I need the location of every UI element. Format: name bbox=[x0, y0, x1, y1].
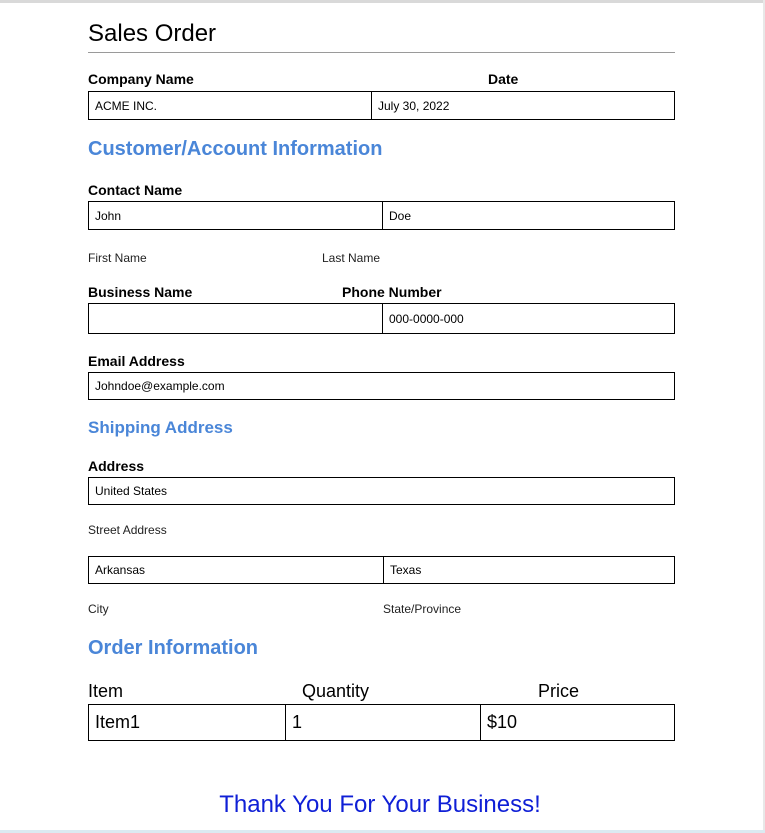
street-address-field[interactable]: United States bbox=[95, 484, 168, 498]
business-phone-row bbox=[88, 303, 675, 334]
item-column-header: Item bbox=[88, 681, 124, 701]
date-label: Date bbox=[488, 71, 519, 87]
order-row bbox=[88, 704, 675, 741]
order-quantity-cell[interactable]: 1 bbox=[285, 705, 480, 740]
last-name-field[interactable]: Doe bbox=[382, 202, 674, 229]
email-address-label: Email Address bbox=[88, 353, 185, 369]
first-name-field[interactable]: John bbox=[95, 208, 122, 223]
company-date-row bbox=[88, 91, 675, 120]
contact-name-row bbox=[88, 201, 675, 230]
street-address-sublabel: Street Address bbox=[88, 523, 167, 537]
city-sublabel: City bbox=[88, 602, 109, 616]
phone-number-field[interactable]: 000-0000-000 bbox=[382, 304, 674, 333]
email-row bbox=[88, 372, 675, 400]
price-column-header: Price bbox=[538, 681, 580, 701]
company-name-label: Company Name bbox=[88, 71, 194, 87]
title-divider bbox=[88, 52, 675, 53]
order-item-cell[interactable]: Item1 bbox=[95, 712, 141, 732]
company-name-field[interactable]: ACME INC. bbox=[95, 98, 158, 113]
shipping-section-heading: Shipping Address bbox=[88, 418, 233, 437]
state-field[interactable]: Texas bbox=[383, 557, 674, 583]
first-name-sublabel: First Name bbox=[88, 251, 147, 265]
thank-you-message: Thank You For Your Business! bbox=[219, 791, 541, 818]
date-field[interactable]: July 30, 2022 bbox=[371, 92, 674, 119]
address-label: Address bbox=[88, 458, 145, 474]
business-name-label: Business Name bbox=[88, 284, 193, 300]
order-price-cell[interactable]: $10 bbox=[480, 705, 674, 740]
contact-name-label: Contact Name bbox=[88, 182, 183, 198]
phone-number-label: Phone Number bbox=[342, 284, 442, 300]
street-address-row bbox=[88, 477, 675, 505]
order-section-heading: Order Information bbox=[88, 637, 259, 659]
last-name-sublabel: Last Name bbox=[322, 251, 381, 265]
page-title: Sales Order bbox=[88, 20, 217, 47]
city-state-row bbox=[88, 556, 675, 584]
business-name-field[interactable] bbox=[89, 304, 382, 333]
customer-section-heading: Customer/Account Information bbox=[88, 138, 383, 160]
email-field[interactable]: Johndoe@example.com bbox=[95, 379, 225, 393]
page-top-border bbox=[0, 0, 765, 3]
quantity-column-header: Quantity bbox=[302, 681, 370, 701]
city-field[interactable]: Arkansas bbox=[95, 563, 146, 577]
state-sublabel: State/Province bbox=[383, 602, 462, 616]
